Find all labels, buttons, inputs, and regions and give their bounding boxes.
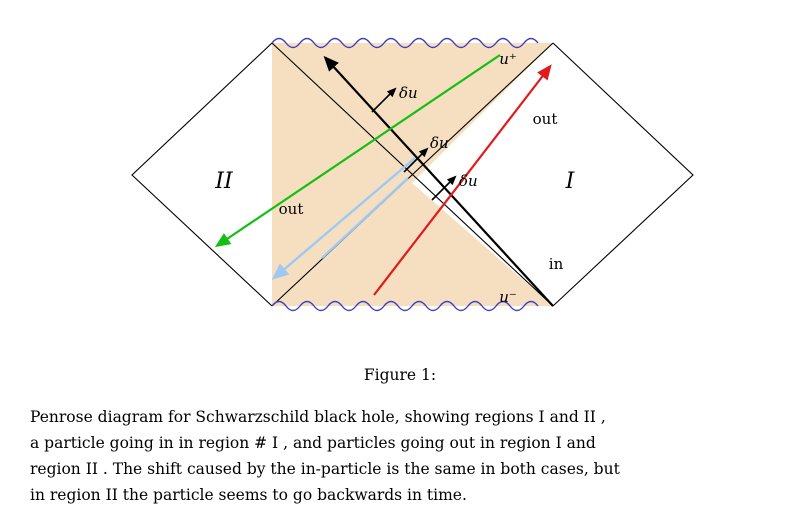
region-II-label: II <box>215 169 233 194</box>
caption-line-1: Penrose diagram for Schwarzschild black hole, showing regions I and II , <box>30 408 606 426</box>
caption-line-3: region II . The shift caused by the in-particle is the same in both cases, but <box>30 460 620 478</box>
region-I-label: I <box>565 169 575 194</box>
caption-line-4: in region II the particle seems to go backwards in time. <box>30 486 467 504</box>
figure-caption-title: Figure 1: <box>363 366 437 384</box>
figure-caption-body <box>30 404 772 508</box>
out-right-label: out <box>532 110 558 128</box>
caption-line-2: a particle going in in region # I , and particles going out in region I and <box>30 434 596 452</box>
delta-u-label-3: δu <box>459 172 478 190</box>
u-minus-label: u⁻ <box>499 288 517 306</box>
delta-u-label-1: δu <box>399 84 418 102</box>
delta-u-label-2: δu <box>430 134 449 152</box>
in-label: in <box>548 255 564 273</box>
out-left-label: out <box>278 200 304 218</box>
u-plus-label: u⁺ <box>499 50 517 68</box>
